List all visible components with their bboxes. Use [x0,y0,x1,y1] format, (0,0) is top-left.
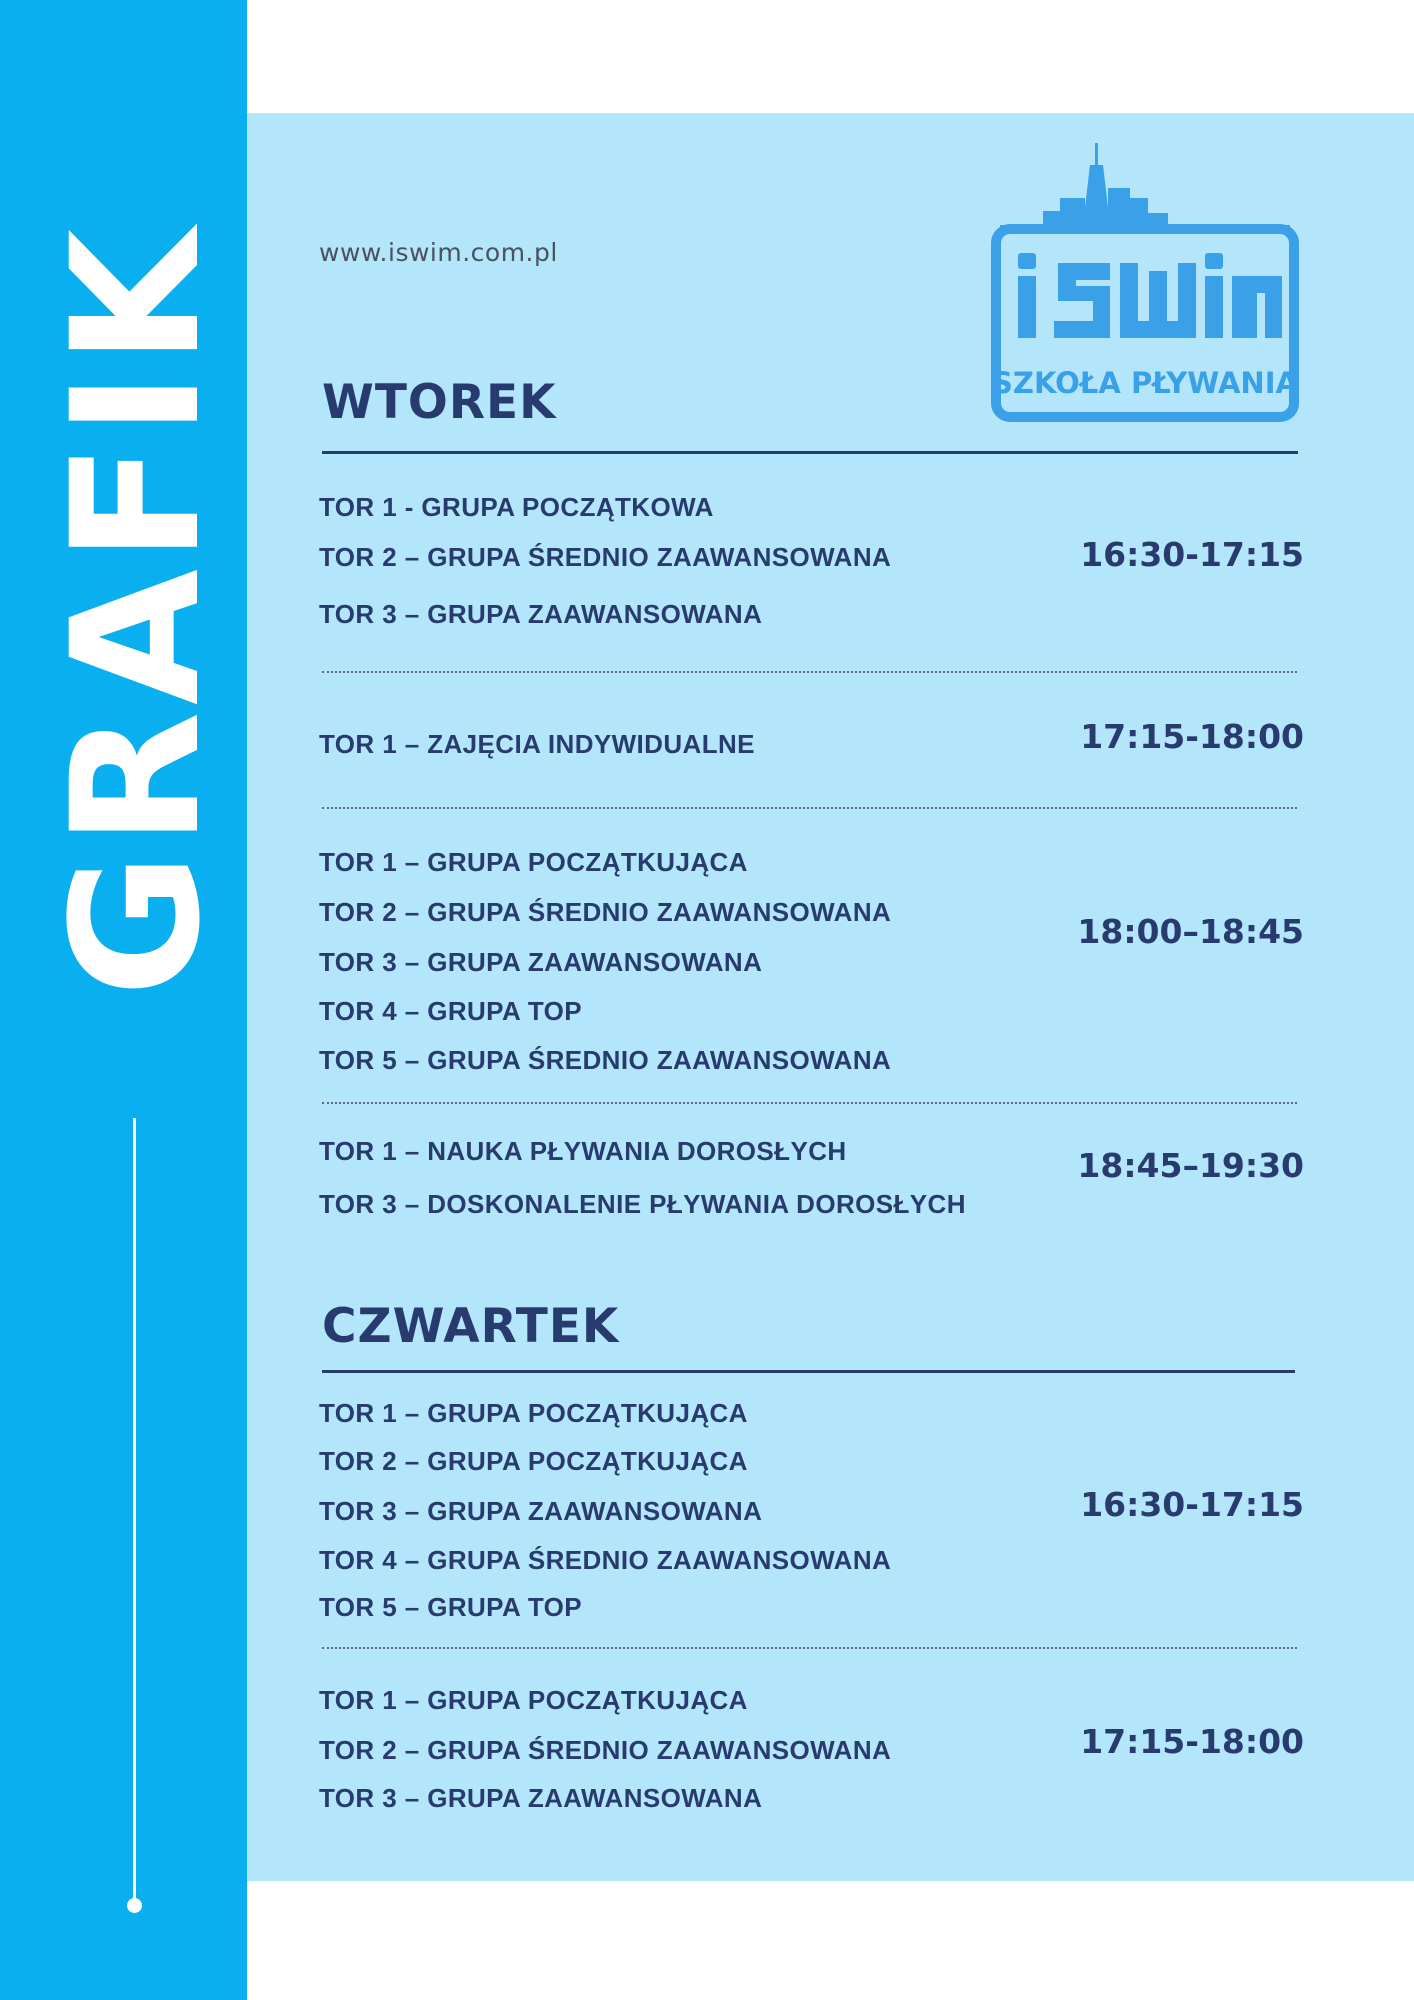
list-item: TOR 2 – GRUPA ŚREDNIO ZAAWANSOWANA [319,542,892,572]
block-separator [322,807,1297,809]
list-item: TOR 1 – GRUPA POCZĄTKUJĄCA [319,1685,748,1715]
list-item: TOR 3 – GRUPA ZAAWANSOWANA [319,1496,763,1526]
list-item: TOR 2 – GRUPA POCZĄTKUJĄCA [319,1446,748,1476]
list-item: TOR 3 – GRUPA ZAAWANSOWANA [319,599,763,629]
block-separator [322,1647,1297,1649]
list-item: TOR 4 – GRUPA ŚREDNIO ZAAWANSOWANA [319,1545,892,1575]
block-separator [322,1102,1297,1104]
list-item: TOR 3 – GRUPA ZAAWANSOWANA [319,947,763,977]
time-slot: 16:30-17:15 [1080,535,1304,574]
list-item: TOR 3 – GRUPA ZAAWANSOWANA [319,1783,763,1813]
logo-tagline: SZKOŁA PŁYWANIA [992,366,1298,400]
sidebar-dot [127,1898,142,1913]
time-slot: 18:00–18:45 [1077,912,1304,951]
time-slot: 18:45–19:30 [1077,1146,1304,1185]
day-divider [322,1370,1295,1373]
list-item: TOR 1 – ZAJĘCIA INDYWIDUALNE [319,729,755,759]
website-link[interactable]: www.iswim.com.pl [319,238,558,267]
sidebar-line [133,1118,136,1905]
sidebar [0,0,247,2000]
iswim-logo [990,143,1300,426]
list-item: TOR 1 - GRUPA POCZĄTKOWA [319,492,714,522]
list-item: TOR 2 – GRUPA ŚREDNIO ZAAWANSOWANA [319,897,892,927]
list-item: TOR 1 – GRUPA POCZĄTKUJĄCA [319,847,748,877]
page-title: GRAFIK [34,222,239,998]
time-slot: 16:30-17:15 [1080,1485,1304,1524]
day-heading-wtorek: WTOREK [322,375,557,430]
time-slot: 17:15-18:00 [1080,717,1304,756]
list-item: TOR 1 – GRUPA POCZĄTKUJĄCA [319,1398,748,1428]
block-separator [322,671,1297,673]
list-item: TOR 5 – GRUPA TOP [319,1592,583,1622]
time-slot: 17:15-18:00 [1080,1722,1304,1761]
day-divider [322,451,1298,454]
list-item: TOR 2 – GRUPA ŚREDNIO ZAAWANSOWANA [319,1735,892,1765]
day-heading-czwartek: CZWARTEK [322,1299,620,1354]
list-item: TOR 4 – GRUPA TOP [319,996,583,1026]
list-item: TOR 1 – NAUKA PŁYWANIA DOROSŁYCH [319,1136,847,1166]
list-item: TOR 5 – GRUPA ŚREDNIO ZAAWANSOWANA [319,1045,892,1075]
list-item: TOR 3 – DOSKONALENIE PŁYWANIA DOROSŁYCH [319,1189,966,1219]
